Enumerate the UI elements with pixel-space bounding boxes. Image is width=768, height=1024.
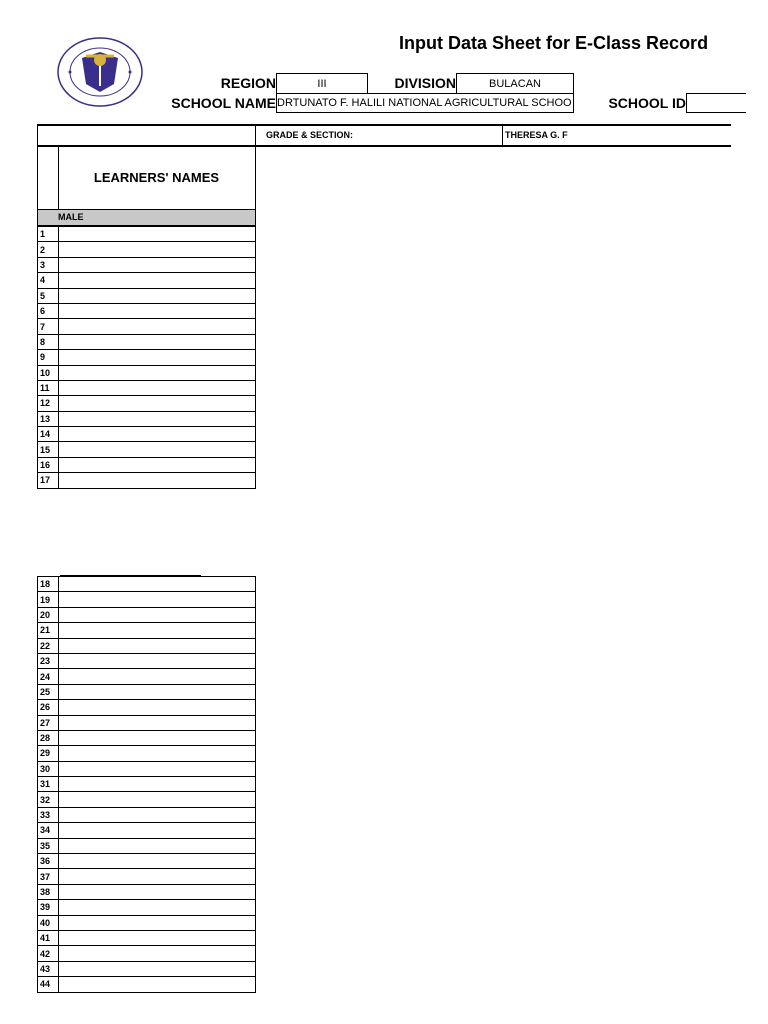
region-field[interactable]: III (276, 73, 368, 94)
table-row (38, 623, 256, 638)
learner-name-cell[interactable] (59, 915, 256, 930)
header-divider-2 (502, 124, 503, 147)
table-row (38, 746, 256, 761)
row-number: 23 (38, 653, 59, 668)
learner-name-cell[interactable] (59, 807, 256, 822)
division-label: DIVISION (394, 75, 456, 91)
learner-name-cell[interactable] (59, 242, 256, 257)
roster-table-2 (37, 576, 256, 993)
row-number: 34 (38, 823, 59, 838)
learner-name-cell[interactable] (59, 715, 256, 730)
row-number: 1 (38, 227, 59, 242)
division-field[interactable]: BULACAN (456, 73, 574, 94)
table-row (38, 930, 256, 945)
table-row (38, 257, 256, 272)
row-number: 35 (38, 838, 59, 853)
table-row (38, 319, 256, 334)
learner-name-cell[interactable] (59, 869, 256, 884)
row-number: 19 (38, 592, 59, 607)
table-row (38, 669, 256, 684)
row-number: 7 (38, 319, 59, 334)
row-number: 41 (38, 930, 59, 945)
row-number: 33 (38, 807, 59, 822)
row-number: 15 (38, 442, 59, 457)
male-label: MALE (58, 212, 84, 222)
learner-name-cell[interactable] (59, 854, 256, 869)
table-row (38, 700, 256, 715)
learner-name-cell[interactable] (59, 930, 256, 945)
learner-name-cell[interactable] (59, 746, 256, 761)
learner-name-cell[interactable] (59, 380, 256, 395)
row-number: 20 (38, 607, 59, 622)
learner-name-cell[interactable] (59, 607, 256, 622)
row-number: 17 (38, 473, 59, 488)
learner-name-cell[interactable] (59, 730, 256, 745)
table-row (38, 350, 256, 365)
row-number: 21 (38, 623, 59, 638)
row-number: 9 (38, 350, 59, 365)
table-row (38, 761, 256, 776)
learner-name-cell[interactable] (59, 257, 256, 272)
table-row (38, 242, 256, 257)
deped-seal-icon (56, 36, 144, 108)
table-row (38, 457, 256, 472)
row-number: 6 (38, 303, 59, 318)
learner-name-cell[interactable] (59, 473, 256, 488)
learner-name-cell[interactable] (59, 900, 256, 915)
table-row (38, 684, 256, 699)
table-row (38, 777, 256, 792)
table-row (38, 411, 256, 426)
row-number: 43 (38, 961, 59, 976)
header-divider-1 (255, 124, 256, 147)
learner-name-cell[interactable] (59, 838, 256, 853)
table-row (38, 577, 256, 592)
learner-name-cell[interactable] (59, 961, 256, 976)
row-number: 36 (38, 854, 59, 869)
learner-name-cell[interactable] (59, 684, 256, 699)
table-row (38, 427, 256, 442)
learner-name-cell[interactable] (59, 623, 256, 638)
table-row (38, 715, 256, 730)
learner-name-cell[interactable] (59, 273, 256, 288)
row-number: 14 (38, 427, 59, 442)
learner-name-cell[interactable] (59, 777, 256, 792)
table-row (38, 854, 256, 869)
table-row (38, 473, 256, 488)
row-number: 30 (38, 761, 59, 776)
learner-name-cell[interactable] (59, 350, 256, 365)
learner-name-cell[interactable] (59, 303, 256, 318)
learner-name-cell[interactable] (59, 319, 256, 334)
table-row (38, 961, 256, 976)
table-row (38, 884, 256, 899)
row-number: 25 (38, 684, 59, 699)
row-number: 5 (38, 288, 59, 303)
teacher-name: THERESA G. F (505, 130, 568, 140)
row-number: 4 (38, 273, 59, 288)
learner-name-cell[interactable] (59, 227, 256, 242)
learner-name-cell[interactable] (59, 577, 256, 592)
row-number: 40 (38, 915, 59, 930)
table-row (38, 900, 256, 915)
row-number: 2 (38, 242, 59, 257)
row-number: 26 (38, 700, 59, 715)
row-number: 11 (38, 380, 59, 395)
table-row (38, 273, 256, 288)
row-number: 3 (38, 257, 59, 272)
learner-name-cell[interactable] (59, 334, 256, 349)
learner-name-cell[interactable] (59, 653, 256, 668)
row-number: 37 (38, 869, 59, 884)
table-row (38, 653, 256, 668)
header-top-border (37, 124, 731, 126)
learner-name-cell[interactable] (59, 411, 256, 426)
school-id-field[interactable] (686, 93, 746, 113)
row-number: 29 (38, 746, 59, 761)
learner-name-cell[interactable] (59, 457, 256, 472)
table-row (38, 638, 256, 653)
learner-name-cell[interactable] (59, 396, 256, 411)
roster-table-1 (37, 226, 256, 489)
table-row (38, 303, 256, 318)
learner-name-cell[interactable] (59, 592, 256, 607)
row-number: 12 (38, 396, 59, 411)
row-number: 16 (38, 457, 59, 472)
male-section-row (37, 209, 256, 226)
learner-name-cell[interactable] (59, 946, 256, 961)
learner-name-cell[interactable] (59, 442, 256, 457)
row-number: 22 (38, 638, 59, 653)
row-number: 38 (38, 884, 59, 899)
learner-name-cell[interactable] (59, 884, 256, 899)
learner-name-cell[interactable] (59, 792, 256, 807)
table-row (38, 915, 256, 930)
table-row (38, 365, 256, 380)
region-label: REGION (220, 75, 276, 91)
table-row (38, 288, 256, 303)
table-row (38, 869, 256, 884)
learner-name-cell[interactable] (59, 669, 256, 684)
row-number: 27 (38, 715, 59, 730)
school-name-label: SCHOOL NAME (171, 95, 276, 111)
learners-names-header: LEARNERS' NAMES (93, 170, 220, 185)
grade-section-label: GRADE & SECTION: (266, 130, 354, 140)
row-number: 8 (38, 334, 59, 349)
learner-name-cell[interactable] (59, 638, 256, 653)
learner-name-cell[interactable] (59, 761, 256, 776)
row-number: 13 (38, 411, 59, 426)
learner-name-cell[interactable] (59, 288, 256, 303)
header-left-border (37, 124, 38, 147)
table-row (38, 977, 256, 992)
row-number: 10 (38, 365, 59, 380)
table-row (38, 823, 256, 838)
school-name-field[interactable]: DRTUNATO F. HALILI NATIONAL AGRICULTURAL SCHOO (276, 93, 574, 113)
table-row (38, 807, 256, 822)
school-id-label: SCHOOL ID (608, 95, 686, 111)
table-row (38, 792, 256, 807)
row-number: 42 (38, 946, 59, 961)
table-row (38, 592, 256, 607)
row-number: 24 (38, 669, 59, 684)
table-row (38, 334, 256, 349)
row-number: 39 (38, 900, 59, 915)
learner-name-cell[interactable] (59, 977, 256, 992)
learner-name-cell[interactable] (59, 427, 256, 442)
table-row (38, 227, 256, 242)
table-row (38, 607, 256, 622)
learner-name-cell[interactable] (59, 823, 256, 838)
table-row (38, 730, 256, 745)
row-number: 32 (38, 792, 59, 807)
learner-name-cell[interactable] (59, 365, 256, 380)
row-number: 44 (38, 977, 59, 992)
table-row (38, 380, 256, 395)
table-row (38, 946, 256, 961)
row-number: 31 (38, 777, 59, 792)
row-number: 18 (38, 577, 59, 592)
row-number: 28 (38, 730, 59, 745)
table-row (38, 838, 256, 853)
table-row (38, 442, 256, 457)
table-row (38, 396, 256, 411)
page-title: Input Data Sheet for E-Class Record (399, 33, 709, 53)
learner-name-cell[interactable] (59, 700, 256, 715)
